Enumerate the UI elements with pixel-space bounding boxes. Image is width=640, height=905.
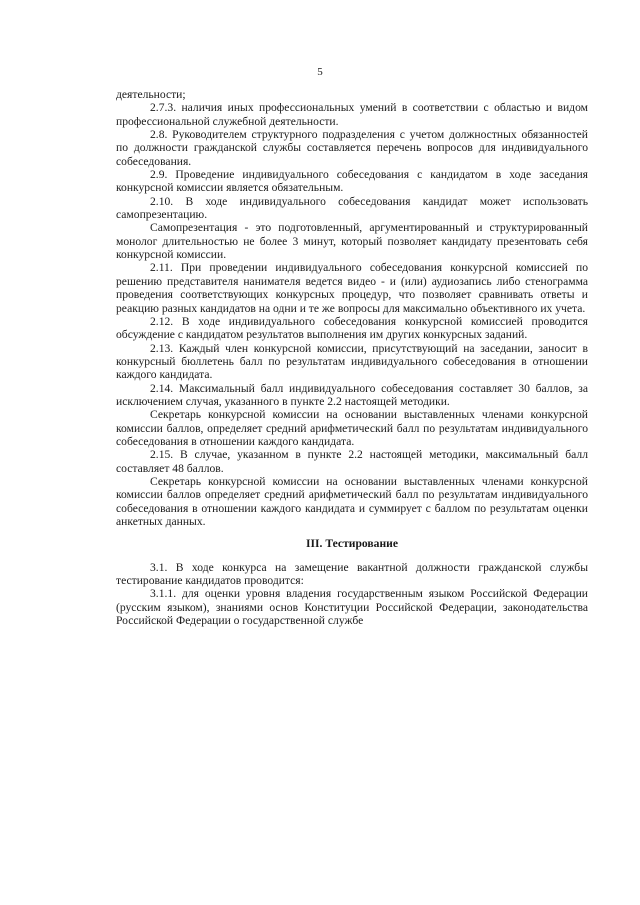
paragraph: 2.14. Максимальный балл индивидуального собеседования составляет 30 баллов, за исключением случая, указанного в пункте 2.2 настоящей методики. — [116, 381, 588, 408]
paragraph: 2.10. В ходе индивидуального собеседования кандидат может использовать самопрезентацию. — [116, 194, 588, 222]
paragraph: Секретарь конкурсной комиссии на основании выставленных членами конкурсной комиссии баллов определяет средний арифметический балл по результатам индивидуального собеседования в отношении каждого кандидата и суммирует с баллом по результатам оценки анкетных данных. — [116, 474, 588, 528]
section-heading: III. Тестирование — [306, 537, 398, 551]
paragraph: 2.15. В случае, указанном в пункте 2.2 настоящей методики, максимальный балл составляет 48 баллов. — [116, 448, 588, 475]
paragraph: Секретарь конкурсной комиссии на основании выставленных членами конкурсной комиссии баллов, определяет средний арифметический балл по результатам индивидуального собеседования в отношении каждого кандидата. — [116, 408, 588, 448]
document-body — [116, 88, 588, 627]
paragraph: 2.9. Проведение индивидуального собеседования с кандидатом в ходе заседания конкурсной комиссии является обязательным. — [116, 168, 588, 195]
paragraph: 2.13. Каждый член конкурсной комиссии, присутствующий на заседании, заносит в конкурсный бюллетень балл по результатам индивидуального собеседования в отношении каждого кандидата. — [116, 341, 588, 382]
paragraph: 2.8. Руководителем структурного подразделения с учетом должностных обязанностей по должности гражданской службы составляется перечень вопросов для индивидуального собеседования. — [116, 128, 588, 168]
paragraph: деятельности; — [116, 88, 186, 101]
paragraph: 3.1. В ходе конкурса на замещение вакантной должности гражданской службы тестирование кандидатов проводится: — [116, 560, 588, 588]
paragraph: 2.12. В ходе индивидуального собеседования конкурсной комиссией проводится обсуждение с кандидатом результатов выполнения им других конкурсных заданий. — [116, 314, 588, 342]
paragraph: Самопрезентация - это подготовленный, аргументированный и структурированный монолог длительностью не более 3 минут, который позволяет кандидату презентовать себя конкурсной комиссии. — [116, 221, 588, 262]
page-number: 5 — [317, 66, 323, 78]
paragraph: 2.11. При проведении индивидуального собеседования конкурсной комиссией по решению представителя нанимателя ведется видео - и (или) аудиозапись либо стенограмма проведения соответствующих конкурсных процедур, что позволяет сравнивать ответы и реакцию разных кандидатов на одни и те же вопросы для максимально объективного их учета. — [116, 261, 588, 315]
paragraph: 2.7.3. наличия иных профессиональных умений в соответствии с областью и видом профессиональной служебной деятельности. — [116, 101, 588, 128]
paragraph: 3.1.1. для оценки уровня владения государственным языком Российской Федерации (русским языком), знаниями основ Конституции Российской Федерации, законодательства Российской Федерации о государственной службе — [116, 587, 588, 628]
